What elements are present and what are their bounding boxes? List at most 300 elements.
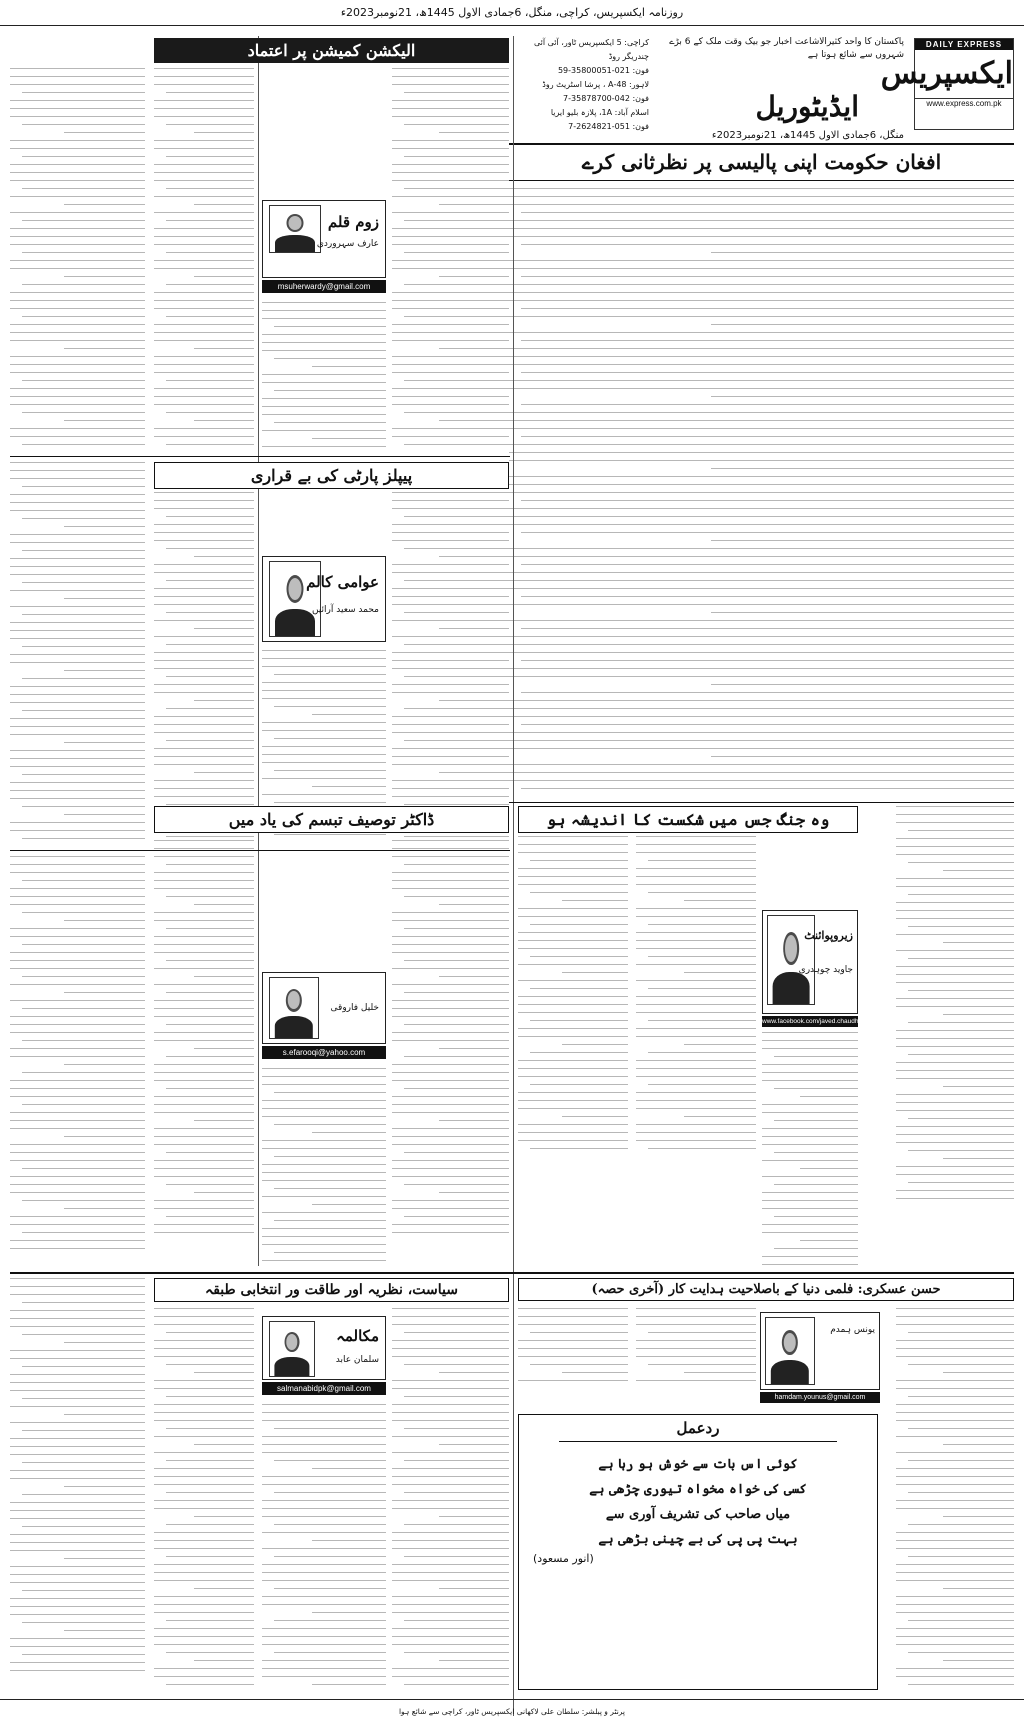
text-line [636, 1108, 756, 1109]
text-line [154, 1500, 254, 1501]
text-line [762, 1224, 858, 1225]
text-line [392, 1000, 509, 1001]
text-line [404, 1428, 509, 1429]
text-line [896, 1452, 1014, 1453]
text-line [521, 596, 1014, 597]
text-line [392, 1144, 509, 1145]
text-line [896, 1198, 1014, 1199]
text-line [10, 1478, 145, 1479]
text-line [392, 68, 509, 69]
text-line [392, 172, 509, 173]
text-line [439, 1444, 509, 1445]
text-line [711, 396, 1014, 397]
text-line [10, 1176, 145, 1177]
text-line [154, 236, 254, 237]
text-line [10, 1550, 145, 1551]
text-line [509, 292, 1014, 293]
text-line [154, 732, 254, 733]
text-line [404, 1216, 509, 1217]
text-line [392, 1200, 509, 1201]
text-line [262, 1116, 386, 1117]
text-line [10, 332, 145, 333]
text-line [22, 710, 145, 711]
text-line [392, 872, 509, 873]
text-line [166, 612, 254, 613]
text-line [636, 1060, 756, 1061]
text-line [392, 212, 509, 213]
text-line [10, 1454, 145, 1455]
text-line [10, 936, 145, 937]
text-line [22, 444, 145, 445]
text-line [166, 708, 254, 709]
text-line [10, 268, 145, 269]
text-line [10, 478, 145, 479]
text-line [262, 1228, 386, 1229]
text-line [166, 124, 254, 125]
text-line [262, 1236, 386, 1237]
text-line [392, 1668, 509, 1669]
text-line [154, 1104, 254, 1105]
text-line [154, 724, 254, 725]
text-line [392, 968, 509, 969]
text-line [518, 1068, 628, 1069]
text-line [10, 1184, 145, 1185]
text-line [392, 1580, 509, 1581]
text-line [262, 1260, 386, 1261]
text-line [896, 902, 1014, 903]
text-line [762, 1232, 858, 1233]
text-line [392, 268, 509, 269]
text-line [404, 580, 509, 581]
text-line [392, 1676, 509, 1677]
text-line [262, 446, 386, 447]
text-line [908, 958, 1014, 959]
text-line [10, 1080, 145, 1081]
text-line [154, 388, 254, 389]
text-line [896, 1412, 1014, 1413]
text-line [312, 1612, 386, 1613]
text-line [439, 132, 509, 133]
hasan-body-left [518, 1308, 628, 1404]
text-line [636, 1140, 756, 1141]
text-line [274, 706, 386, 707]
text-line [943, 1444, 1014, 1445]
text-line [404, 412, 509, 413]
text-line [762, 1104, 858, 1105]
text-line [392, 292, 509, 293]
poem-author: (انور مسعود) [533, 1552, 594, 1565]
text-line [154, 1436, 254, 1437]
text-line [392, 1452, 509, 1453]
text-line [154, 116, 254, 117]
text-line [392, 1008, 509, 1009]
text-line [10, 164, 145, 165]
text-line [404, 1460, 509, 1461]
text-line [908, 1332, 1014, 1333]
text-line [166, 644, 254, 645]
text-line [64, 276, 145, 277]
text-line [10, 1390, 145, 1391]
text-line [262, 342, 386, 343]
text-line [262, 1212, 386, 1213]
text-line [154, 756, 254, 757]
text-line [154, 952, 254, 953]
text-line [509, 220, 1014, 221]
columnist-email[interactable]: msuherwardy@gmail.com [262, 280, 386, 293]
poem-line: کسی کی خواہ مخواہ تیوری چڑھی ہے [589, 1482, 807, 1497]
text-line [392, 764, 509, 765]
text-line [262, 1628, 386, 1629]
text-line [439, 420, 509, 421]
text-line [518, 1012, 628, 1013]
text-line [10, 1048, 145, 1049]
text-line [896, 1356, 1014, 1357]
columnist-photo [269, 977, 319, 1039]
text-line [392, 116, 509, 117]
editorial-headline: افغان حکومت اپنی پالیسی پر نظرثانی کرے [581, 150, 942, 174]
text-line [10, 830, 145, 831]
text-line [521, 276, 1014, 277]
text-line [10, 140, 145, 141]
text-line [518, 1308, 628, 1309]
politics-body-left [10, 1278, 145, 1688]
text-line [509, 764, 1014, 765]
text-line [166, 1684, 254, 1685]
text-line [154, 260, 254, 261]
text-line [392, 244, 509, 245]
text-line [10, 1350, 145, 1351]
text-line [262, 430, 386, 431]
text-line [166, 804, 254, 805]
text-line [774, 1120, 858, 1121]
text-line [154, 1412, 254, 1413]
text-line [166, 1460, 254, 1461]
text-line [274, 358, 386, 359]
text-line [896, 1668, 1014, 1669]
text-line [154, 108, 254, 109]
column-brand: مکالمہ [336, 1327, 379, 1345]
text-line [896, 822, 1014, 823]
text-line [262, 1420, 386, 1421]
columnist-badge [762, 910, 858, 1014]
text-line [392, 1420, 509, 1421]
text-line [896, 1476, 1014, 1477]
text-line [10, 952, 145, 953]
text-line [896, 1540, 1014, 1541]
text-line [943, 1660, 1014, 1661]
text-line [166, 1492, 254, 1493]
text-line [166, 92, 254, 93]
text-line [274, 1124, 386, 1125]
text-line [154, 1136, 254, 1137]
text-line [896, 1030, 1014, 1031]
text-line [154, 300, 254, 301]
text-line [404, 612, 509, 613]
text-line [392, 260, 509, 261]
text-line [154, 668, 254, 669]
text-line [762, 1048, 858, 1049]
text-line [509, 452, 1014, 453]
text-line [22, 380, 145, 381]
text-line [392, 1316, 509, 1317]
text-line [392, 140, 509, 141]
text-line [154, 372, 254, 373]
text-line [392, 856, 509, 857]
text-line [896, 1324, 1014, 1325]
text-line [194, 1444, 254, 1445]
text-line [262, 1668, 386, 1669]
text-line [392, 668, 509, 669]
divider [509, 180, 1014, 181]
text-line [22, 1398, 145, 1399]
text-line [10, 702, 145, 703]
text-line [509, 196, 1014, 197]
text-line [10, 622, 145, 623]
text-line [10, 1152, 145, 1153]
text-line [154, 76, 254, 77]
text-line [154, 1208, 254, 1209]
text-line [636, 1124, 756, 1125]
text-line [908, 1492, 1014, 1493]
text-line [154, 148, 254, 149]
text-line [392, 1176, 509, 1177]
text-line [154, 1636, 254, 1637]
text-line [166, 1428, 254, 1429]
text-line [194, 772, 254, 773]
text-line [392, 1412, 509, 1413]
text-line [636, 1316, 756, 1317]
text-line [762, 1112, 858, 1113]
text-line [10, 766, 145, 767]
text-line [908, 1364, 1014, 1365]
text-line [64, 670, 145, 671]
text-line [762, 1128, 858, 1129]
text-line [908, 1428, 1014, 1429]
text-line [10, 694, 145, 695]
text-line [154, 1468, 254, 1469]
text-line [530, 924, 628, 925]
columnist-email[interactable]: www.facebook.com/javed.chaudhry [762, 1018, 864, 1025]
text-line [22, 1462, 145, 1463]
text-line [392, 1224, 509, 1225]
text-line [518, 948, 628, 949]
text-line [10, 1224, 145, 1225]
text-line [762, 1032, 858, 1033]
text-line [10, 1294, 145, 1295]
text-line [521, 212, 1014, 213]
text-line [154, 1564, 254, 1565]
text-line [10, 292, 145, 293]
hasan-body-right [896, 1308, 1014, 1688]
text-line [262, 1068, 386, 1069]
text-line [262, 1644, 386, 1645]
text-line [312, 1204, 386, 1205]
text-line [439, 276, 509, 277]
text-line [509, 300, 1014, 301]
text-line [154, 492, 254, 493]
text-line [518, 940, 628, 941]
text-line [518, 1348, 628, 1349]
text-line [392, 888, 509, 889]
text-line [392, 372, 509, 373]
text-line [262, 1076, 386, 1077]
tabassum-body-left [10, 856, 145, 1266]
text-line [392, 1136, 509, 1137]
text-line [274, 1620, 386, 1621]
text-line [404, 252, 509, 253]
election-body-inner [262, 302, 386, 448]
text-line [10, 324, 145, 325]
text-line [10, 1582, 145, 1583]
text-line [518, 1132, 628, 1133]
text-line [10, 638, 145, 639]
text-line [404, 836, 509, 837]
text-line [10, 180, 145, 181]
text-line [274, 802, 386, 803]
text-line [154, 748, 254, 749]
text-line [166, 1620, 254, 1621]
text-line [22, 1526, 145, 1527]
text-line [509, 780, 1014, 781]
text-line [154, 500, 254, 501]
text-line [392, 332, 509, 333]
text-line [648, 1084, 756, 1085]
text-line [439, 204, 509, 205]
text-line [509, 476, 1014, 477]
text-line [154, 1604, 254, 1605]
column-brand: زیروپوائنٹ [804, 929, 853, 942]
logo-name: ایکسپریس [880, 56, 1013, 91]
text-line [166, 380, 254, 381]
text-line [896, 1316, 1014, 1317]
columnist-email[interactable]: salmanabidpk@gmail.com [262, 1382, 386, 1395]
text-line [896, 1628, 1014, 1629]
text-line [774, 1088, 858, 1089]
text-line [521, 692, 1014, 693]
text-line [711, 324, 1014, 325]
text-line [518, 1340, 628, 1341]
text-line [509, 588, 1014, 589]
text-line [392, 1112, 509, 1113]
text-line [774, 1248, 858, 1249]
text-line [166, 1152, 254, 1153]
text-line [896, 1572, 1014, 1573]
text-line [10, 750, 145, 751]
text-line [262, 1500, 386, 1501]
text-line [262, 1548, 386, 1549]
text-line [439, 1192, 509, 1193]
text-line [154, 1596, 254, 1597]
text-line [392, 540, 509, 541]
text-line [262, 1596, 386, 1597]
text-line [194, 1048, 254, 1049]
text-line [166, 412, 254, 413]
text-line [392, 1324, 509, 1325]
text-line [154, 840, 254, 841]
text-line [10, 1128, 145, 1129]
text-line [392, 1388, 509, 1389]
text-line [22, 316, 145, 317]
text-line [392, 684, 509, 685]
text-line [154, 364, 254, 365]
text-line [392, 180, 509, 181]
text-line [10, 172, 145, 173]
text-line [22, 252, 145, 253]
ppp-body-mid [154, 492, 254, 842]
text-line [392, 604, 509, 605]
text-line [10, 1670, 145, 1671]
page-footer: پرنٹر و پبلشر: سلطان علی لاکھانی ایکسپریس ٹاور، کراچی سے شائع ہوا [0, 1699, 1024, 1723]
text-line [10, 196, 145, 197]
text-line [10, 148, 145, 149]
text-line [154, 788, 254, 789]
text-line [154, 84, 254, 85]
text-line [636, 964, 756, 965]
text-line [648, 1364, 756, 1365]
columnist-name: محمد سعید آرائیں [311, 605, 379, 615]
text-line [896, 950, 1014, 951]
text-line [684, 972, 756, 973]
masthead-date: منگل، 6جمادی الاول 1445ھ، 21نومبر2023ء [711, 130, 904, 141]
text-line [509, 548, 1014, 549]
text-line [404, 992, 509, 993]
text-line [194, 1516, 254, 1517]
tabassum-body-right [392, 840, 509, 1266]
text-line [392, 196, 509, 197]
text-line [10, 356, 145, 357]
text-line [518, 932, 628, 933]
text-line [262, 1244, 386, 1245]
text-line [22, 284, 145, 285]
text-line [439, 556, 509, 557]
text-line [262, 666, 386, 667]
text-line [509, 268, 1014, 269]
columnist-email[interactable]: s.efarooqi@yahoo.com [262, 1046, 386, 1059]
text-line [896, 1190, 1014, 1191]
text-line [636, 996, 756, 997]
text-line [10, 462, 145, 463]
text-line [10, 1032, 145, 1033]
text-line [648, 892, 756, 893]
text-line [509, 676, 1014, 677]
text-line [10, 340, 145, 341]
text-line [509, 716, 1014, 717]
text-line [22, 774, 145, 775]
text-line [154, 1168, 254, 1169]
text-line [404, 676, 509, 677]
text-line [10, 396, 145, 397]
text-line [521, 340, 1014, 341]
columnist-badge [262, 1316, 386, 1380]
text-line [392, 1072, 509, 1073]
text-line [392, 588, 509, 589]
text-line [154, 428, 254, 429]
text-line [530, 988, 628, 989]
text-line [154, 1580, 254, 1581]
text-line [10, 1160, 145, 1161]
text-line [194, 132, 254, 133]
text-line [262, 1172, 386, 1173]
text-line [10, 534, 145, 535]
columnist-email[interactable]: hamdam.younus@gmail.com [760, 1392, 880, 1403]
text-line [10, 1240, 145, 1241]
text-line [908, 1150, 1014, 1151]
text-line [22, 646, 145, 647]
text-line [636, 1324, 756, 1325]
text-line [22, 1366, 145, 1367]
text-line [10, 1088, 145, 1089]
website-link[interactable]: www.express.com.pk [915, 98, 1013, 108]
